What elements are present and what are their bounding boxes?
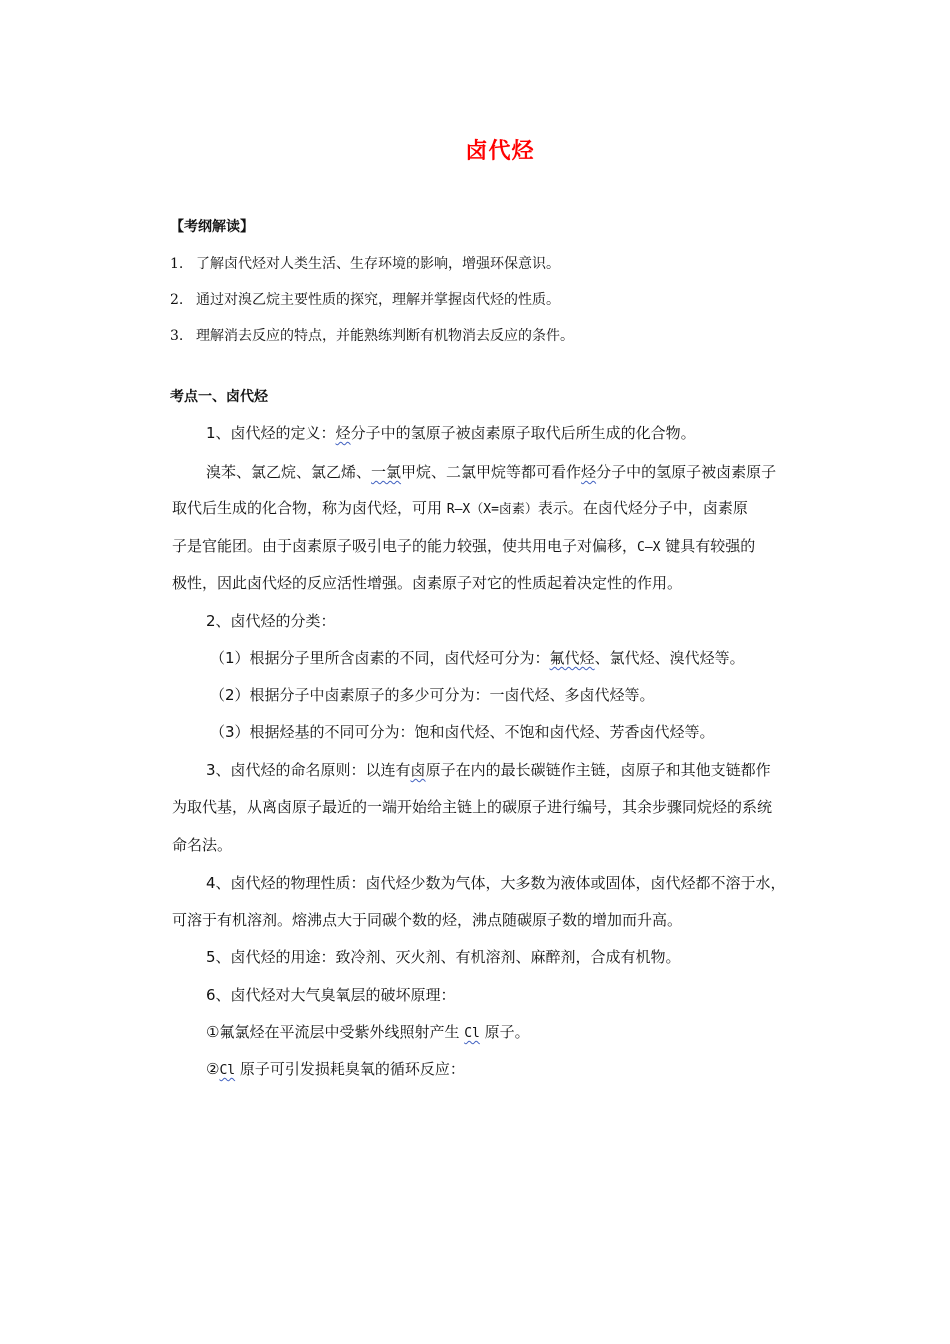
item-number: 2. — [170, 292, 184, 308]
syllabus-item — [170, 289, 560, 309]
text-run: （1）根据分子里所含卤素的不同，卤代烃可分为： — [210, 649, 550, 667]
page-title: 卤代烃 — [465, 139, 535, 164]
paragraph-line: 命名法。 — [172, 836, 233, 854]
text-run: 分子中的氢原子被卤素原子 — [596, 463, 777, 481]
text-run: 甲烷、二氯甲烷等都可看作 — [401, 463, 582, 481]
text-run: 子是官能团。由于卤素原子吸引电子的能力较强，使共用电子对偏移， — [172, 537, 638, 555]
syllabus-heading: 【考纲解读】 — [170, 219, 254, 235]
ozone-heading: 6、卤代烃对大气臭氧层的破坏原理： — [206, 986, 456, 1004]
text-run: 3、卤代烃的命名原则：以连有 — [206, 761, 411, 779]
spellcheck-mark: 氟代烃 — [549, 649, 595, 667]
item-number: 1. — [170, 256, 184, 272]
spellcheck-mark: Cl — [219, 1063, 236, 1078]
item-text: 通过对溴乙烷主要性质的探究，理解并掌握卤代烃的性质。 — [196, 292, 560, 308]
spellcheck-mark: 卤 — [410, 761, 426, 779]
text-run: 原子在内的最长碳链作主链，卤原子和其他支链都作 — [425, 761, 771, 779]
classification-heading: 2、卤代烃的分类： — [206, 612, 336, 630]
text-run: 取代后生成的化合物，称为卤代烃，可用 — [172, 499, 447, 517]
topic-heading: 考点一、卤代烃 — [170, 389, 268, 405]
ozone-step — [206, 1058, 465, 1079]
text-run: 溴苯、氯乙烷、氯乙烯、 — [206, 463, 372, 481]
syllabus-item — [170, 253, 560, 273]
paragraph-line: 4、卤代烃的物理性质：卤代烃少数为气体，大多数为液体或固体，卤代烃都不溶于水， — [206, 874, 786, 892]
text-run: 、氯代烃、溴代烃等。 — [594, 649, 745, 667]
spellcheck-mark: Cl — [464, 1026, 480, 1041]
spellcheck-mark: 一氯 — [371, 463, 402, 481]
definition-paragraph — [206, 422, 696, 443]
spellcheck-mark: 烃 — [581, 463, 597, 481]
ozone-step — [206, 1021, 530, 1042]
definition-prefix: 1、卤代烃的定义： — [206, 424, 336, 442]
text-run: ② — [206, 1060, 220, 1078]
syllabus-item — [170, 325, 574, 345]
paragraph-line — [172, 535, 755, 556]
text-run: 原子。 — [479, 1023, 530, 1041]
text-run: ①氟氯烃在平流层中受紫外线照射产生 — [206, 1023, 465, 1041]
text-run: 原子可引发损耗臭氧的循环反应： — [235, 1060, 465, 1078]
uses-paragraph: 5、卤代烃的用途：致冷剂、灭火剂、有机溶剂、麻醉剂，合成有机物。 — [206, 948, 681, 966]
paragraph-line: 极性，因此卤代烃的反应活性增强。卤素原子对它的性质起着决定性的作用。 — [172, 574, 683, 592]
item-text: 了解卤代烃对人类生活、生存环境的影响，增强环保意识。 — [196, 256, 560, 272]
text-run: 表示。在卤代烃分子中，卤素原 — [537, 499, 748, 517]
classification-item — [210, 647, 745, 668]
paragraph-line — [206, 461, 776, 482]
item-number: 3. — [170, 328, 184, 344]
item-text: 理解消去反应的特点，并能熟练判断有机物消去反应的条件。 — [196, 328, 574, 344]
definition-text: 分子中的氢原子被卤素原子取代后所生成的化合物。 — [350, 424, 696, 442]
formula: C—X — [637, 540, 661, 555]
paragraph-line — [172, 497, 748, 518]
paragraph-line: 为取代基，从离卤原子最近的一端开始给主链上的碳原子进行编号，其余步骤同烷烃的系统 — [172, 798, 773, 816]
classification-item: （3）根据烃基的不同可分为：饱和卤代烃、不饱和卤代烃、芳香卤代烃等。 — [210, 723, 715, 741]
text-run: 键具有较强的 — [660, 537, 756, 555]
classification-item: （2）根据分子中卤素原子的多少可分为：一卤代烃、多卤代烃等。 — [210, 686, 655, 704]
paragraph-line — [206, 759, 771, 780]
spellcheck-mark: 烃 — [335, 424, 351, 442]
formula: R—X（X=卤素） — [446, 502, 538, 517]
paragraph-line: 可溶于有机溶剂。熔沸点大于同碳个数的烃，沸点随碳原子数的增加而升高。 — [172, 911, 683, 929]
